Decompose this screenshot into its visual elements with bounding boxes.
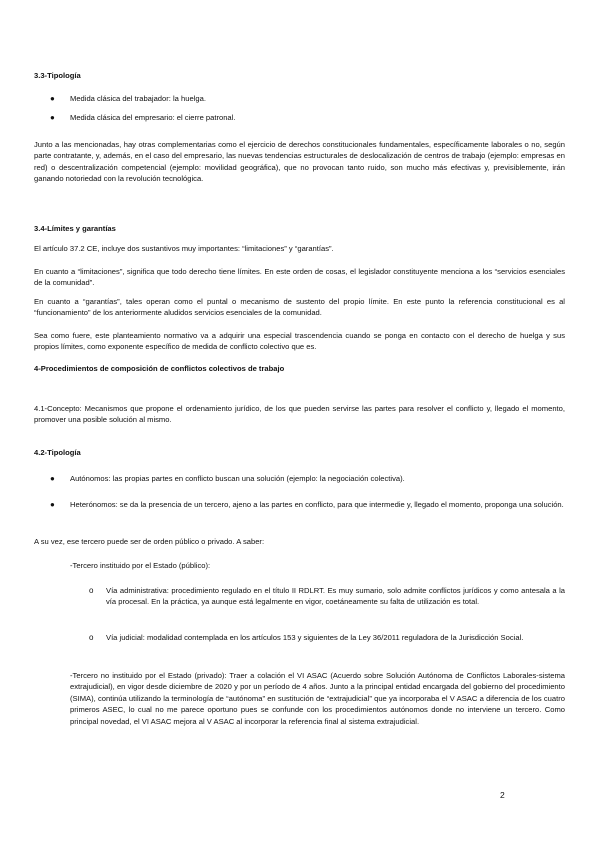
bullet-icon: ● <box>50 94 55 103</box>
paragraph-tercero-privado: -Tercero no instituido por el Estado (privado): Traer a colación el VI ASAC (Acuerdo sobre Solución Autónoma de Conflictos Laborales-sistema extrajudicial), en vigor desde diciembre de 2020 y por un período de 4 años. Junto a la principal entidad encargada del gobierno del procedimiento (SIMA), continúa utilizando la terminología de “autónoma” en sustitución de “extrajudicial” que ya incorporaba el V ASAC a diferencia de los cuatro primeros ASEC, lo cual no me parece oportuno pues se confunde con los procedimientos autónomos donde no interviene un tercero. Como principal novedad, el VI ASAC mejora al V ASAC al incorporar la referencia final al sistema extrajudicial. <box>70 671 565 726</box>
page-number: 2 <box>500 790 505 800</box>
paragraph-complementarias: Junto a las mencionadas, hay otras complementarias como el ejercicio de derechos constitucionales fundamentales, específicamente laborales o no, según parte contratante, y, además, en el caso del empresario, las nuevas tendencias estructurales de deslocalización de centros de trabajo (ejemplo: empresas en red) o descentralización competencial (ejemplo: movilidad geográfica), que no provocan tanto ruido, son mucho más efectivas y, previsiblemente, irán ganando notoriedad con la revolución tecnológica. <box>34 140 565 184</box>
bullet-huelga: Medida clásica del trabajador: la huelga. <box>70 94 206 103</box>
bullet-icon: ● <box>50 500 55 509</box>
paragraph-planteamiento: Sea como fuere, este planteamiento normativo va a adquirir una especial trascendencia cuando se ponga en contacto con el derecho de huelga y sus propios límites, como exponente específico de medida de conflicto colectivo que es. <box>34 331 565 352</box>
bullet-icon: ● <box>50 474 55 483</box>
section-4-heading: 4-Procedimientos de composición de conflictos colectivos de trabajo <box>34 364 285 373</box>
subheading-tercero-publico: -Tercero instituido por el Estado (público): <box>70 561 211 570</box>
item-via-judicial: Vía judicial: modalidad contemplada en los artículos 153 y siguientes de la Ley 36/2011 reguladora de la Jurisdicción Social. <box>106 633 524 642</box>
paragraph-articulo-37-2: El artículo 37.2 CE, incluye dos sustantivos muy importantes: “limitaciones” y “garantías”. <box>34 244 334 253</box>
paragraph-concepto: 4.1-Concepto: Mecanismos que propone el ordenamiento jurídico, de los que pueden servirse las partes para resolver el conflicto y, llegado el momento, promover una posible solución al mismo. <box>34 404 565 425</box>
bullet-icon: ● <box>50 113 55 122</box>
circle-bullet-icon: o <box>89 586 94 595</box>
paragraph-garantias: En cuanto a “garantías”, tales operan como el puntal o mecanismo de sustento del propio límite. En este punto la referencia constitucional es al “funcionamiento” de los anteriormente aludidos servicios esenciales de la comunidad. <box>34 297 565 318</box>
circle-bullet-icon: o <box>89 633 94 642</box>
bullet-heteronomos: Heterónomos: se da la presencia de un tercero, ajeno a las partes en conflicto, para que intermedie y, llegado el momento, proponga una solución. <box>70 500 564 509</box>
section-4-2-heading: 4.2-Tipología <box>34 448 81 457</box>
bullet-autonomos: Autónomos: las propias partes en conflicto buscan una solución (ejemplo: la negociación colectiva). <box>70 474 405 483</box>
bullet-cierre-patronal: Medida clásica del empresario: el cierre patronal. <box>70 113 236 122</box>
item-via-administrativa: Vía administrativa: procedimiento regulado en el título II RDLRT. Es muy sumario, solo admite conflictos jurídicos y como antesala a la vía procesal. En la práctica, ya aunque está legalmente en vigor, coetáneamente su falta de utilización es total. <box>106 586 565 607</box>
paragraph-tercero: A su vez, ese tercero puede ser de orden público o privado. A saber: <box>34 537 265 546</box>
section-3-3-heading: 3.3-Tipología <box>34 71 81 80</box>
paragraph-limitaciones: En cuanto a “limitaciones”, significa que todo derecho tiene límites. En este orden de cosas, el legislador constituyente menciona a los “servicios esenciales de la comunidad”. <box>34 267 565 288</box>
section-3-4-heading: 3.4-Límites y garantías <box>34 224 116 233</box>
